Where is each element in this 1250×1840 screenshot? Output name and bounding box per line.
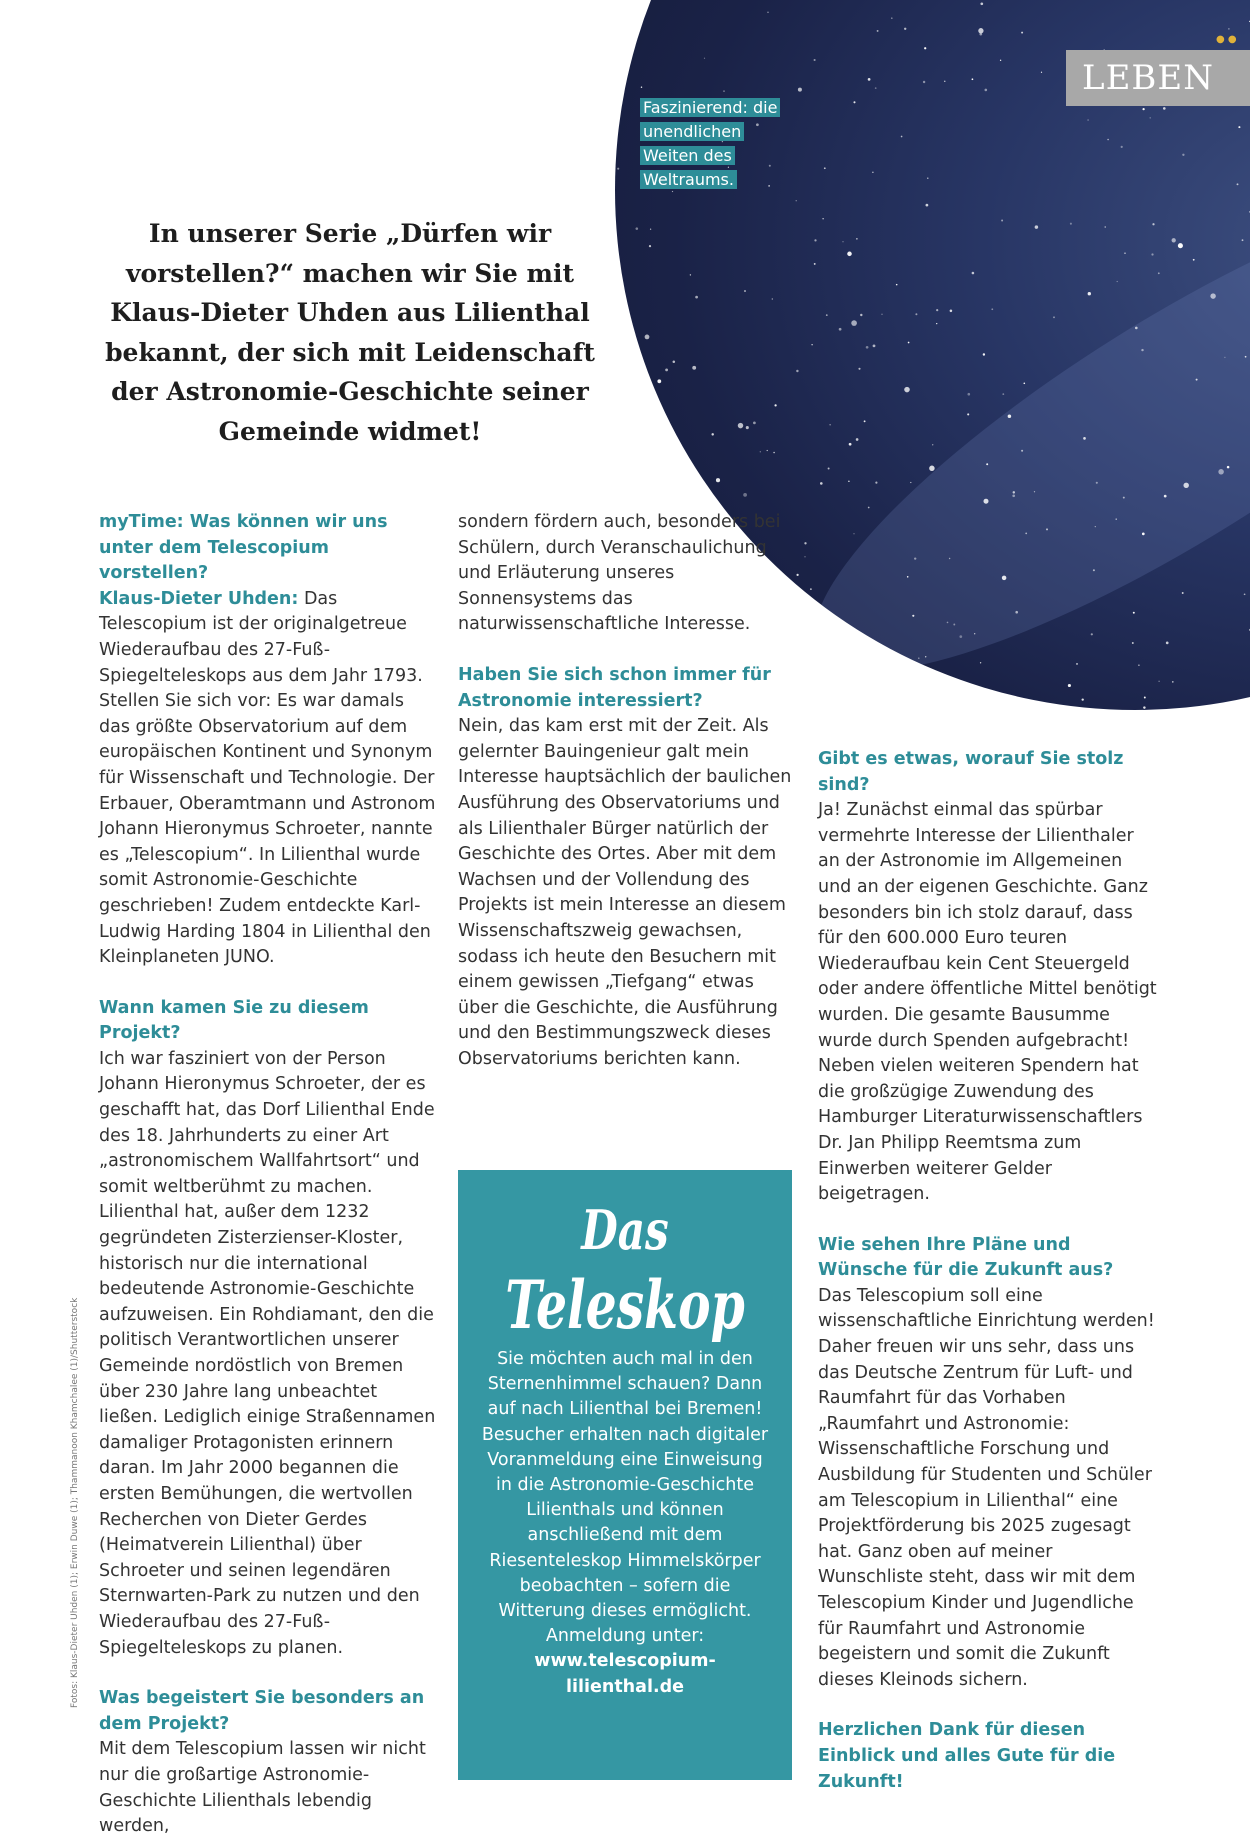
website-link[interactable]: www.telescopium-lilienthal.de (534, 1651, 716, 1697)
speaker-name: Klaus-Dieter Uhden: (99, 588, 299, 609)
text-column-1 (99, 510, 437, 1840)
info-box-body: Sie möchten auch mal in den Sternenhimmel schauen? Dann auf nach Lilienthal bei Bremen! Besucher erhalten nach digitaler Voranmeldung eine Einweisung in die Astronomie-Geschichte Lilienthals und können anschließend mit dem Riesenteleskop Himmelskörper beobachten – sofern die Witterung dieses ermöglicht. Anmeldung unter: (481, 1349, 769, 1647)
question-heading: Was begeistert Sie besonders an dem Projekt? (99, 1688, 425, 1734)
answer-paragraph (99, 587, 437, 971)
closing-line: Herzlichen Dank für diesen Einblick und alles Gute für die Zukunft! (818, 1720, 1116, 1792)
answer-paragraph: Mit dem Telescopium lassen wir nicht nur die großartige Astronomie-Geschichte Lilienthals lebendig werden, (99, 1739, 426, 1837)
question-heading: Wie sehen Ihre Pläne und Wünsche für die Zukunft aus? (818, 1234, 1114, 1281)
photo-caption (640, 96, 790, 192)
question-heading: myTime: Was können wir uns unter dem Telescopium vorstellen? (99, 512, 388, 584)
question-heading: Haben Sie sich schon immer für Astronomie interessiert? (458, 664, 771, 711)
section-label: LEBEN (1066, 50, 1250, 106)
answer-paragraph: sondern fördern auch, besonders bei Schülern, durch Veranschaulichung und Erläuterung unseres Sonnensystems das naturwissenschaftliche Interesse. (458, 512, 781, 635)
info-box-text (478, 1347, 772, 1700)
decorative-dots: ● ● (1216, 34, 1237, 45)
answer-paragraph: Ich war fasziniert von der Person Johann Hieronymus Schroeter, der es geschafft hat, das Dorf Lilienthal Ende des 18. Jahrhunderts zu einer Art „astronomischem Wallfahrtsort“ und somit weltberühmt zu machen. Lilienthal hat, außer dem 1232 gegründeten Zisterzienser-Kloster, historisch nur die international bedeutende Astronomie-Geschichte aufzuweisen. Ein Rohdiamant, den die politisch Verantwortlichen unserer Gemeinde nordöstlich von Bremen über 230 Jahre lang unbeachtet ließen. Lediglich einige Straßennamen damaliger Protagonisten erinnern daran. Im Jahr 2000 begannen die ersten Bemühungen, die wertvollen Recherchen von Dieter Gerdes (Heimatverein Lilienthal) über Schroeter und seinen legendären Sternwarten-Park zu nutzen und den Wiederaufbau des 27-Fuß-Spiegelteleskops zu planen. (99, 1048, 436, 1658)
answer-paragraph: Das Telescopium soll eine wissenschaftliche Einrichtung werden! Daher freuen wir uns sehr, dass uns das Deutsche Zentrum für Luft- und Raumfahrt für das Vorhaben „Raumfahrt und Astronomie: Wissenschaftliche Forschung und Ausbildung für Studenten und Schüler am Telescopium in Lilienthal“ eine Projektförderung bis 2025 zugesagt hat. Ganz oben auf meiner Wunschliste steht, dass wir mit dem Telescopium Kinder und Jugendliche für Raumfahrt und Astronomie begeistern und somit die Zukunft dieses Kleinods sichern. (818, 1285, 1155, 1690)
answer-paragraph: Ja! Zunächst einmal das spürbar vermehrte Interesse der Lilienthaler an der Astronomie im Allgemeinen und an der eigenen Geschichte. Ganz besonders bin ich stolz darauf, dass für den 600.000 Euro teuren Wiederaufbau kein Cent Steuergeld oder andere öffentliche Mittel benötigt wurden. Die gesamte Bausumme wurde durch Spenden aufgebracht! Neben vielen weiteren Spendern hat die großzügige Zuwendung des Hamburger Literaturwissenschaftlers Dr. Jan Philipp Reemtsma zum Einwerben weiterer Gelder beigetragen. (818, 800, 1157, 1205)
photo-credit: Fotos: Klaus-Dieter Uhden (1); Erwin Duwe (1); Thammanoon Khamchalee (1)/Shutterstock (70, 1297, 80, 1708)
question-heading: Wann kamen Sie zu diesem Projekt? (99, 997, 369, 1044)
photo-caption-text: Faszinierend: die unendlichen Weiten des Weltraums. (640, 98, 780, 189)
answer-paragraph: Nein, das kam erst mit der Zeit. Als gelernter Bauingenieur galt mein Interesse hauptsächlich der baulichen Ausführung des Observatoriums und als Lilienthaler Bürger natürlich der Geschichte des Ortes. Aber mit dem Wachsen und der Vollendung des Projekts ist mein Interesse an diesem Wissenschaftszweig gewachsen, sodass ich heute den Besuchern mit einem gewissen „Tiefgang“ etwas über die Geschichte, die Ausführung und den Bestimmungszweck dieses Observatoriums berichten kann. (458, 716, 792, 1069)
article-intro: In unserer Serie „Dürfen wir vorstellen?“ machen wir Sie mit Klaus-Dieter Uhden aus Lilienthal bekannt, der sich mit Leidenschaft der Astronomie-Geschichte seiner Gemeinde widmet! (105, 219, 595, 446)
info-box-title-line2: Teleskop (505, 1266, 745, 1344)
text-column-3 (818, 747, 1158, 1795)
text-column-2 (458, 510, 798, 1072)
answer-text: Das Telescopium ist der originalgetreue Wiederaufbau des 27-Fuß-Spiegelteleskops aus dem Jahr 1793. Stellen Sie sich vor: Es war damals das größte Observatorium auf dem europäischen Kontinent und Synonym für Wissenschaft und Technologie. Der Erbauer, Oberamtmann und Astronom Johann Hieronymus Schroeter, nannte es „Telescopium“. In Lilienthal wurde somit Astronomie-Geschichte geschrieben! Zudem entdeckte Karl-Ludwig Harding 1804 in Lilienthal den Kleinplaneten JUNO. (99, 588, 436, 968)
info-box-title-line1: Das (581, 1198, 669, 1262)
question-heading: Gibt es etwas, worauf Sie stolz sind? (818, 749, 1124, 795)
info-box (458, 1170, 792, 1780)
